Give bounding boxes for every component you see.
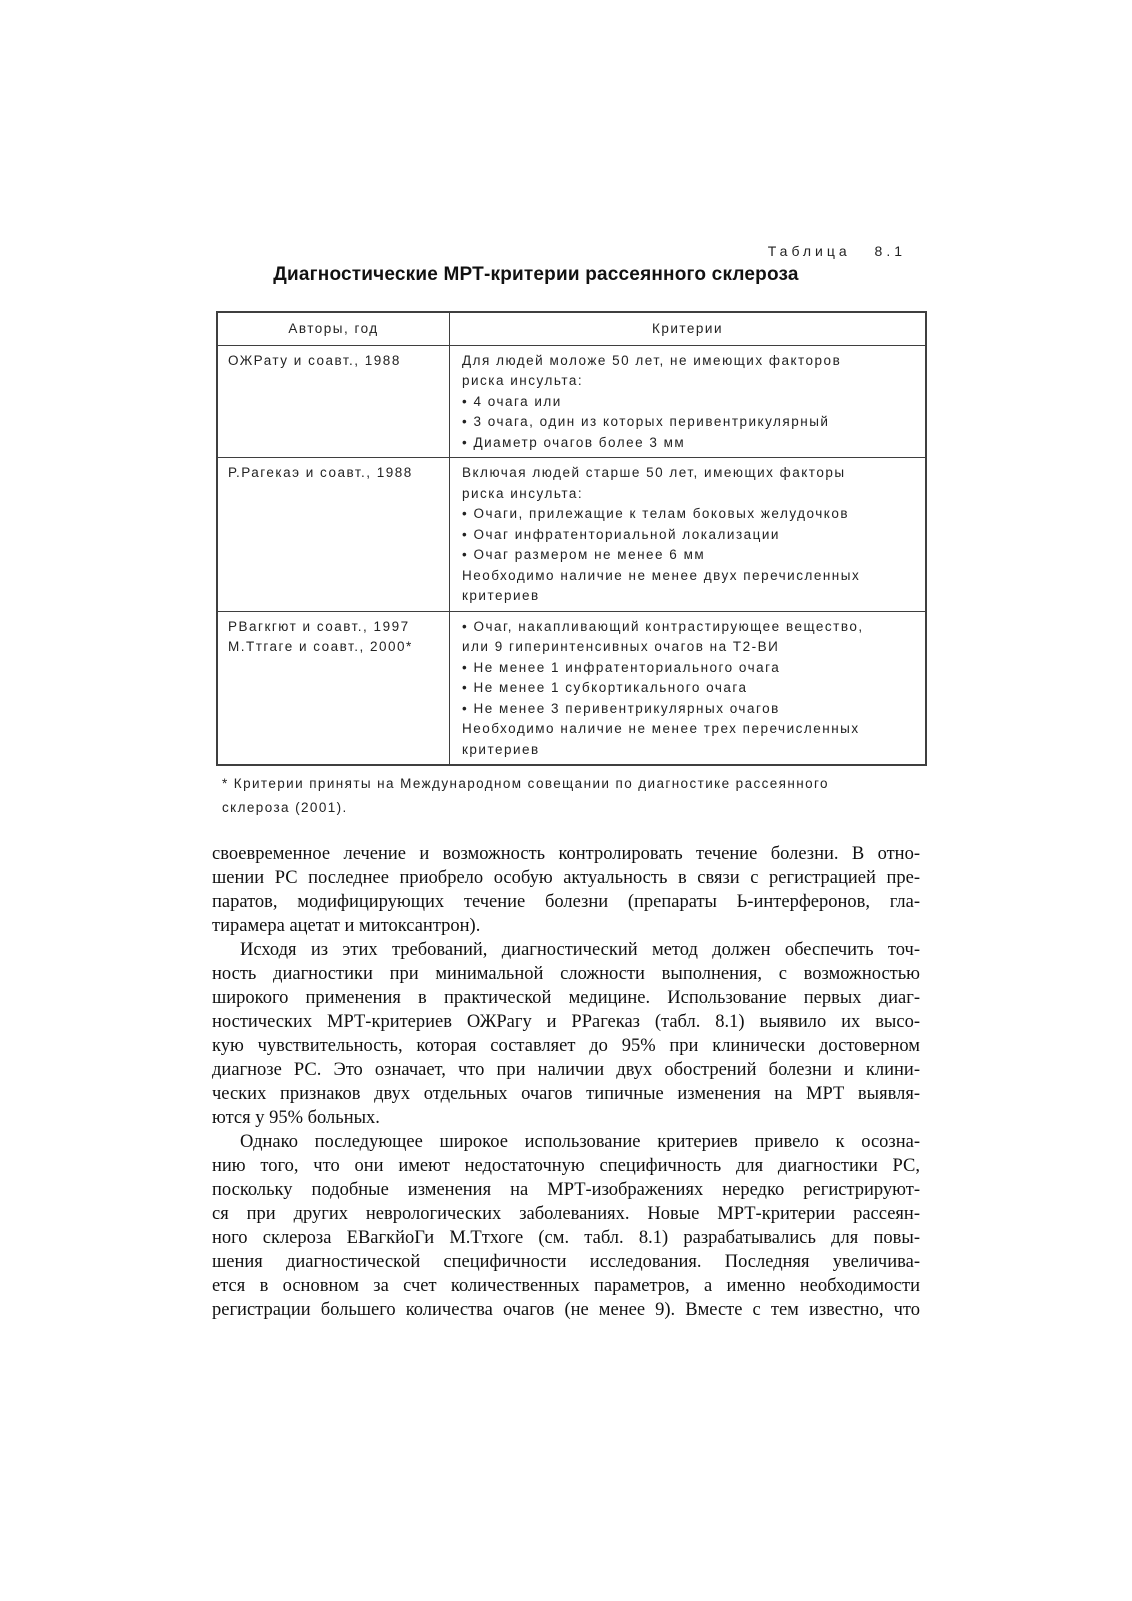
criteria-line: • Не менее 1 инфратенториального очага (462, 659, 781, 675)
criteria-line: • 3 очага, один из которых перивентрикулярный (462, 414, 830, 429)
criteria-cell (450, 612, 925, 765)
table-row (218, 611, 925, 765)
criteria-line: • Диаметр очагов более 3 мм (462, 434, 686, 450)
table-header-row (218, 313, 925, 346)
authors-cell (218, 346, 450, 458)
criteria-line: • 4 очага или (462, 393, 562, 409)
body-line: диагнозе РС. Это означает, что при наличии двух обострений болезни и клини- (212, 1060, 920, 1080)
body-line: поскольку подобные изменения на МРТ-изображениях нередко регистрируют- (212, 1180, 920, 1200)
body-line: своевременное лечение и возможность контролировать течение болезни. В отно- (212, 844, 920, 864)
criteria-table (216, 311, 927, 766)
table-title: Диагностические МРТ-критерии рассеянного склероза (273, 264, 799, 285)
criteria-line: • Не менее 3 перивентрикулярных очагов (462, 700, 780, 716)
authors-cell (218, 612, 450, 765)
body-line: ческих признаков двух отдельных очагов типичные изменения на МРТ выявля- (212, 1084, 920, 1104)
footnote-line: * Критерии приняты на Международном совещании по диагностике рассеянного (222, 776, 829, 791)
table-footnote (222, 772, 922, 820)
body-line: широкого применения в практической медицине. Использование первых диаг- (212, 988, 920, 1008)
body-line: Исходя из этих требований, диагностический метод должен обеспечить точ- (240, 940, 920, 960)
body-line: Однако последующее широкое использование критериев привело к осозна- (240, 1132, 920, 1152)
criteria-line: • Очаги, прилежащие к телам боковых желудочков (462, 506, 850, 521)
criteria-line: критериев (462, 588, 540, 603)
footnote-line: склероза (2001). (222, 800, 348, 815)
body-line: ного склероза ЕВагкйоГи М.Ттхоге (см. табл. 8.1) разрабатывались для повы- (212, 1228, 920, 1248)
body-line: нию того, что они имеют недостаточную специфичность для диагностики РС, (212, 1156, 920, 1176)
table-row (218, 457, 925, 611)
criteria-line: • Не менее 1 субкортикального очага (462, 680, 748, 695)
author-line: ОЖРату и соавт., 1988 (228, 352, 401, 368)
criteria-line: • Очаг размером не менее 6 мм (462, 547, 706, 562)
criteria-line: Необходимо наличие не менее двух перечисленных (462, 567, 861, 583)
body-line: ность диагностики при минимальной сложности выполнения, с возможностью (212, 964, 920, 984)
body-line: ется в основном за счет количественных параметров, а именно необходимости (212, 1276, 920, 1296)
body-line: регистрации большего количества очагов (не менее 9). Вместе с тем известно, что (212, 1300, 920, 1320)
author-line: М.Ттгаге и соавт., 2000* (228, 639, 413, 654)
criteria-line: Включая людей старше 50 лет, имеющих факторы (462, 465, 846, 480)
criteria-cell (450, 458, 925, 611)
body-line: ся при других неврологических заболеваниях. Новые МРТ-критерии рассеян- (212, 1204, 920, 1224)
criteria-line: или 9 гиперинтенсивных очагов на Т2-ВИ (462, 639, 780, 654)
criteria-cell (450, 346, 925, 458)
criteria-line: критериев (462, 741, 540, 757)
body-line: тирамера ацетат и митоксантрон). (212, 916, 481, 936)
body-line: кую чувствительность, которая составляет до 95% при клинически достоверном (212, 1036, 920, 1056)
table-row (218, 346, 925, 458)
body-line: ностических МРТ-критериев ОЖРагу и РРагеказ (табл. 8.1) выявило их высо- (212, 1012, 920, 1032)
criteria-line: риска инсульта: (462, 485, 584, 501)
table-number-label: Таблица 8.1 (767, 243, 906, 259)
criteria-line: • Очаг инфратенториальной локализации (462, 526, 780, 542)
column-header-criteria: Критерии (651, 321, 724, 336)
author-line: РВагкгют и соавт., 1997 (228, 618, 410, 634)
criteria-line: риска инсульта: (462, 373, 584, 388)
body-text (212, 842, 920, 1322)
body-line: шении РС последнее приобрело особую актуальность в связи с регистрацией пре- (212, 868, 920, 888)
criteria-line: Для людей моложе 50 лет, не имеющих факторов (462, 352, 842, 368)
criteria-line: Необходимо наличие не менее трех перечисленных (462, 721, 860, 736)
criteria-line: • Очаг, накапливающий контрастирующее вещество, (462, 618, 864, 634)
column-header-authors: Авторы, год (218, 313, 450, 345)
authors-cell (218, 458, 450, 611)
author-line: Р.Рагекаэ и соавт., 1988 (228, 465, 413, 480)
body-line: шения диагностической специфичности исследования. Последняя увеличива- (212, 1252, 920, 1272)
body-line: ются у 95% больных. (212, 1108, 380, 1128)
body-line: паратов, модифицирующих течение болезни (препараты Ь-интерферонов, гла- (212, 892, 920, 912)
